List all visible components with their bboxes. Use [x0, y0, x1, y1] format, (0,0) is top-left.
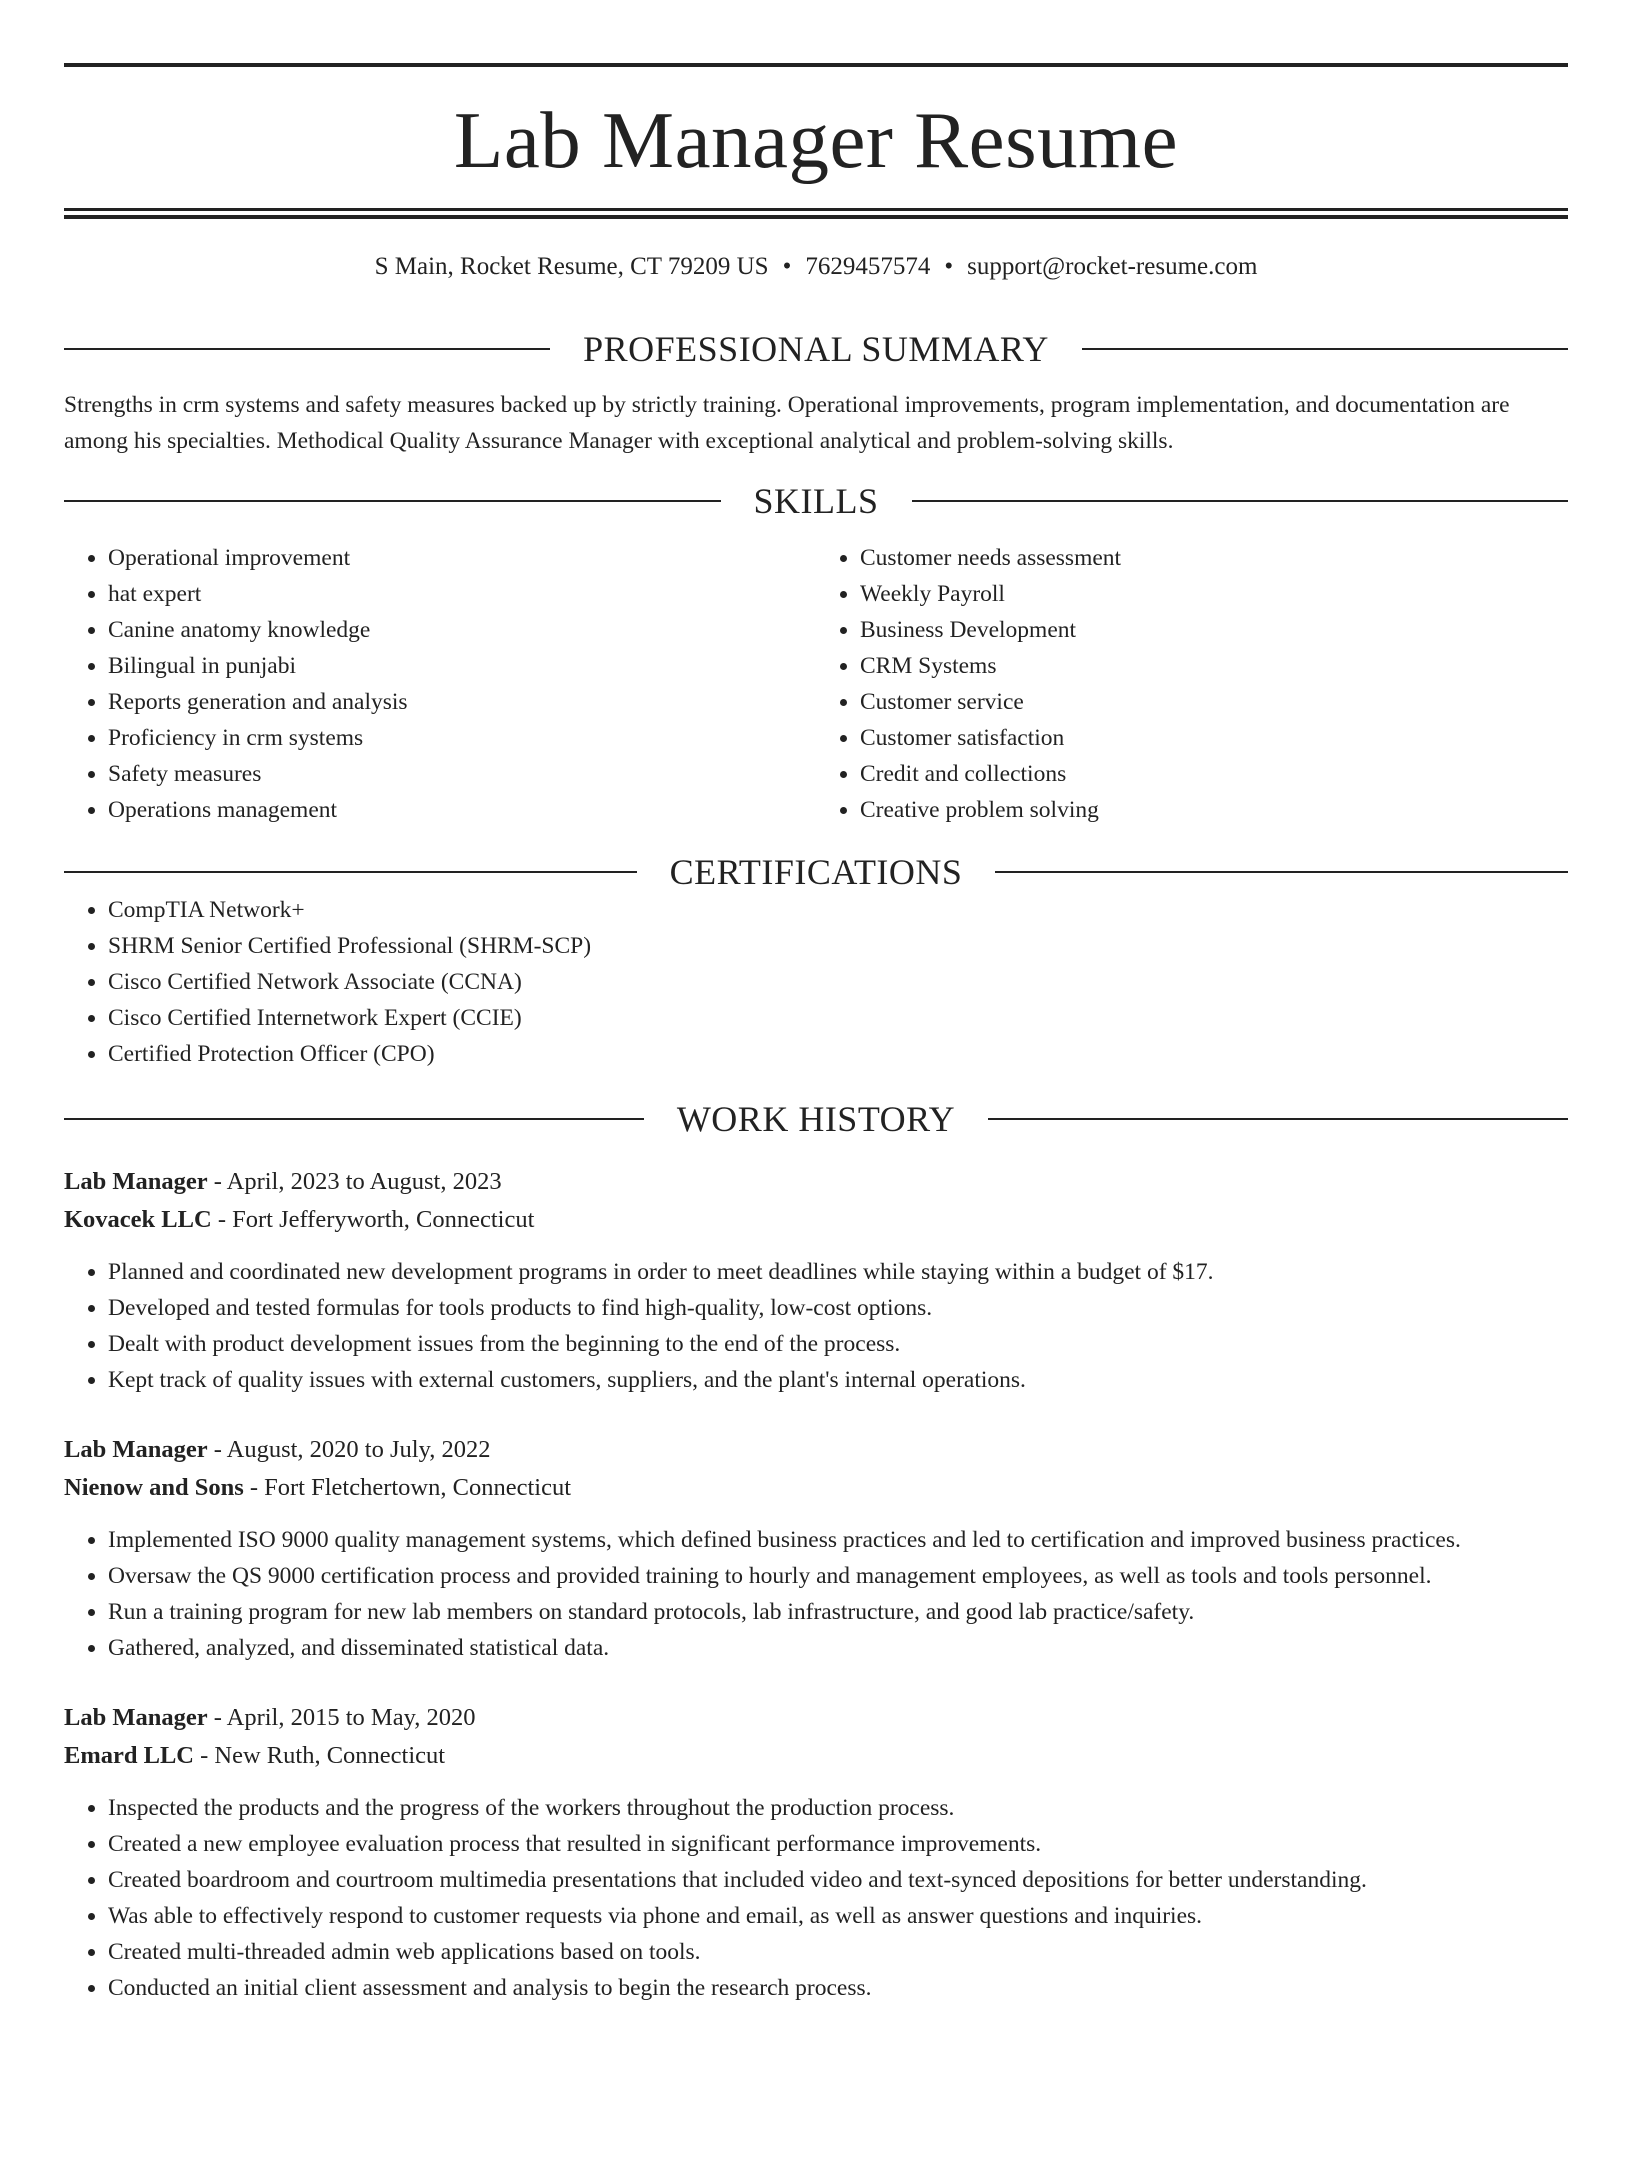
- certification-item: • CompTIA Network+: [108, 892, 1568, 928]
- job-entry: [64, 1432, 1568, 1666]
- job-bullet: • Gathered, analyzed, and disseminated statistical data.: [108, 1630, 1568, 1666]
- title-double-rule: [64, 208, 1568, 219]
- skill-item: • Customer service: [860, 684, 1568, 720]
- summary-text: Strengths in crm systems and safety measures backed up by strictly training. Operational improvements, program implementation, and documentation are among his specialties. Methodical Quality Assurance Manager with exceptional analytical and problem-solving skills.: [64, 392, 1510, 454]
- summary-heading-label: PROFESSIONAL SUMMARY: [583, 329, 1049, 369]
- certifications-list: [64, 892, 1568, 1072]
- skills-heading: [64, 481, 1568, 521]
- skill-item: • Customer needs assessment: [860, 540, 1568, 576]
- contact-separator: •: [944, 253, 954, 280]
- job-bullet: • Run a training program for new lab members on standard protocols, lab infrastructure, and good lab practice/safety.: [108, 1594, 1568, 1630]
- certifications-heading-label: CERTIFICATIONS: [669, 852, 963, 892]
- skill-item: • Bilingual in punjabi: [108, 648, 816, 684]
- job-bullet: • Created boardroom and courtroom multimedia presentations that included video and text-synced depositions for better understanding.: [108, 1862, 1568, 1898]
- heading-rule: [1082, 348, 1568, 350]
- job-bullet: • Oversaw the QS 9000 certification process and provided training to hourly and management employees, as well as tools and tools personnel.: [108, 1558, 1568, 1594]
- heading-rule: [64, 500, 721, 502]
- job-bullet: • Dealt with product development issues from the beginning to the end of the process.: [108, 1326, 1568, 1362]
- job-bullet: • Conducted an initial client assessment and analysis to begin the research process.: [108, 1970, 1568, 2006]
- job-title: Lab Manager: [64, 1704, 208, 1731]
- job-bullet: • Implemented ISO 9000 quality management systems, which defined business practices and led to certification and improved business practices.: [108, 1522, 1568, 1558]
- job-bullet: • Inspected the products and the progress of the workers throughout the production process.: [108, 1790, 1568, 1826]
- job-bullet: • Created a new employee evaluation process that resulted in significant performance improvements.: [108, 1826, 1568, 1862]
- job-title-line: [64, 1432, 1568, 1468]
- contact-line: [64, 252, 1568, 282]
- summary-heading: [64, 329, 1568, 369]
- job-title: Lab Manager: [64, 1436, 208, 1463]
- job-location: - Fort Fletchertown, Connecticut: [243, 1474, 572, 1501]
- skill-item: • Creative problem solving: [860, 792, 1568, 828]
- job-title-line: [64, 1700, 1568, 1736]
- work-history-heading-label: WORK HISTORY: [676, 1099, 956, 1139]
- skill-item: • Weekly Payroll: [860, 576, 1568, 612]
- skill-item: • Reports generation and analysis: [108, 684, 816, 720]
- skills-right-list: [816, 540, 1568, 828]
- certification-item: • Cisco Certified Network Associate (CCNA): [108, 964, 1568, 1000]
- skill-item: • Business Development: [860, 612, 1568, 648]
- job-title-line: [64, 1164, 1568, 1200]
- job-company-line: [64, 1738, 1568, 1774]
- heading-rule: [995, 871, 1568, 873]
- skill-item: • Safety measures: [108, 756, 816, 792]
- resume-page: [0, 63, 1632, 2175]
- job-bullet: • Kept track of quality issues with external customers, suppliers, and the plant's internal operations.: [108, 1362, 1568, 1398]
- skill-item: • Proficiency in crm systems: [108, 720, 816, 756]
- skill-item: • Operations management: [108, 792, 816, 828]
- certifications-heading: [64, 852, 1568, 892]
- contact-email: support@rocket-resume.com: [967, 253, 1258, 280]
- job-company-line: [64, 1470, 1568, 1506]
- contact-separator: •: [782, 253, 792, 280]
- skills-left-list: [64, 540, 816, 828]
- job-dates: - April, 2023 to August, 2023: [207, 1168, 502, 1195]
- skill-item: • Customer satisfaction: [860, 720, 1568, 756]
- job-bullet: • Was able to effectively respond to customer requests via phone and email, as well as answer questions and inquiries.: [108, 1898, 1568, 1934]
- skill-item: • Operational improvement: [108, 540, 816, 576]
- job-bullets: [64, 1790, 1568, 2006]
- job-title: Lab Manager: [64, 1168, 208, 1195]
- job-bullet: • Developed and tested formulas for tools products to find high-quality, low-cost options.: [108, 1290, 1568, 1326]
- skill-item: • CRM Systems: [860, 648, 1568, 684]
- heading-rule: [64, 871, 637, 873]
- job-company: Nienow and Sons: [64, 1474, 244, 1501]
- job-entry: [64, 1700, 1568, 2006]
- certification-item: • Cisco Certified Internetwork Expert (CCIE): [108, 1000, 1568, 1036]
- heading-rule: [64, 348, 550, 350]
- resume-title: Lab Manager Resume: [453, 95, 1179, 185]
- job-bullet: • Planned and coordinated new development programs in order to meet deadlines while staying within a budget of $17.: [108, 1254, 1568, 1290]
- job-location: - Fort Jefferyworth, Connecticut: [211, 1206, 535, 1233]
- heading-rule: [64, 1118, 644, 1120]
- work-history-heading: [64, 1099, 1568, 1139]
- skill-item: • Canine anatomy knowledge: [108, 612, 816, 648]
- job-company-line: [64, 1202, 1568, 1238]
- job-bullet: • Created multi-threaded admin web applications based on tools.: [108, 1934, 1568, 1970]
- job-bullets: [64, 1522, 1568, 1666]
- job-company: Kovacek LLC: [64, 1206, 212, 1233]
- job-location: - New Ruth, Connecticut: [194, 1742, 446, 1769]
- job-dates: - April, 2015 to May, 2020: [207, 1704, 476, 1731]
- job-dates: - August, 2020 to July, 2022: [207, 1436, 491, 1463]
- contact-phone: 7629457574: [805, 253, 931, 280]
- skills-grid: [64, 540, 1568, 828]
- heading-rule: [912, 500, 1569, 502]
- skill-item: • hat expert: [108, 576, 816, 612]
- skills-heading-label: SKILLS: [753, 481, 879, 521]
- certification-item: • SHRM Senior Certified Professional (SHRM-SCP): [108, 928, 1568, 964]
- contact-address: S Main, Rocket Resume, CT 79209 US: [374, 253, 769, 280]
- job-entry: [64, 1164, 1568, 1398]
- top-rule: [64, 63, 1568, 67]
- job-bullets: [64, 1254, 1568, 1398]
- job-company: Emard LLC: [64, 1742, 195, 1769]
- heading-rule: [988, 1118, 1568, 1120]
- certification-item: • Certified Protection Officer (CPO): [108, 1036, 1568, 1072]
- skill-item: • Credit and collections: [860, 756, 1568, 792]
